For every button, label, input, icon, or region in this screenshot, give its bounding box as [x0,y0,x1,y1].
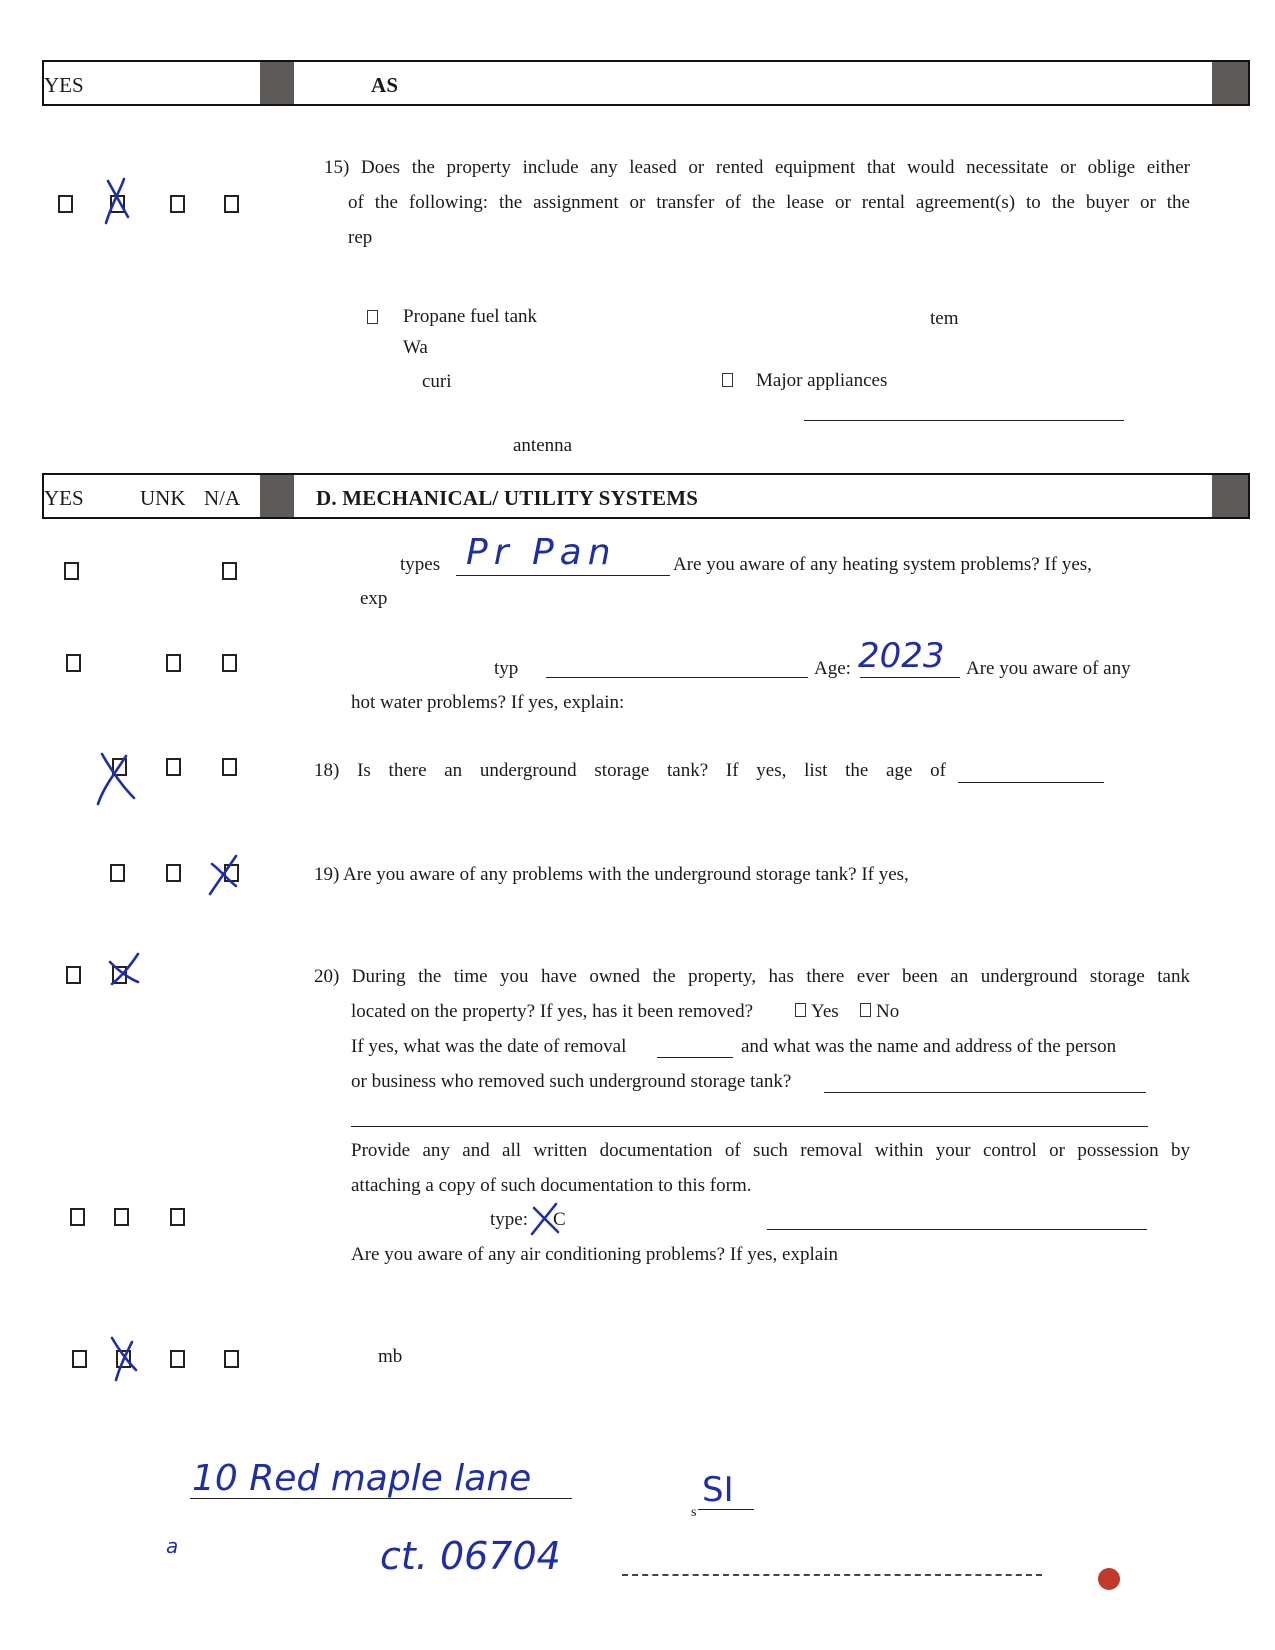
q20-line2: located on the property? If yes, has it been removed? [351,1001,754,1022]
q20-x-mark [104,952,144,992]
q20-name-line [824,1092,1146,1093]
header-shade-left [260,475,294,517]
address-line2: ct. 06704 [380,1534,561,1578]
q16-types-label: types [400,554,441,575]
q20-removed-no-label: No [876,1001,900,1022]
q22-label: mb [378,1346,403,1367]
q15-x-mark [104,177,134,227]
propane-label: Propane fuel tank [403,306,538,327]
q17-question: Are you aware of any [966,658,1131,679]
q21-yes-checkbox[interactable] [70,1208,85,1226]
q20-address-line [351,1126,1148,1127]
q16-types-line [456,575,670,576]
q20-line5: Provide any and all written documentation of such removal within your control or possession by [351,1140,1190,1161]
footer-dashes [622,1574,1042,1576]
q15-line2: of the following: the assignment or transfer of the lease or rental agreement(s) to the buyer or the [348,192,1190,213]
q20-yes-checkbox[interactable] [66,966,81,984]
major-appliances-checkbox[interactable] [722,373,733,387]
q20-removed-yes-checkbox[interactable] [795,1003,806,1017]
q22-x-mark [106,1334,142,1384]
q21-type-line [767,1229,1147,1230]
q17-unk-checkbox[interactable] [166,654,181,672]
q17-typ-label: typ [494,658,519,679]
q16-question: Are you aware of any heating system problems? If yes, [673,554,1092,575]
q17-age-line [860,677,960,678]
q17-na-checkbox[interactable] [222,654,237,672]
q21-unk-checkbox[interactable] [170,1208,185,1226]
section-title: AS [371,73,399,97]
q20-line6: attaching a copy of such documentation to this form. [351,1175,752,1196]
q22-yes-checkbox[interactable] [72,1350,87,1368]
q17-yes-checkbox[interactable] [66,654,81,672]
address-line1: 10 Red maple lane [192,1458,532,1499]
q17-typ-line [546,677,808,678]
q17-age-label: Age: [814,658,851,679]
q20-line3b: and what was the name and address of the person [741,1036,1117,1057]
q16-yes-checkbox[interactable] [64,562,79,580]
q16-na-checkbox[interactable] [222,562,237,580]
q19-x-mark [206,852,246,898]
q20-date-line [657,1057,733,1058]
q18-unk-checkbox[interactable] [166,758,181,776]
q20-removed-no-checkbox[interactable] [860,1003,871,1017]
col-unk-label: UNK [140,486,186,510]
antenna-label: antenna [513,435,573,456]
q18-text: 18) Is there an underground storage tank? If yes, list the age of [314,760,946,781]
header-shade-right [1212,62,1248,104]
q21-x-mark [530,1202,564,1238]
q19-yes-checkbox[interactable] [110,864,125,882]
other-line [804,420,1124,421]
header-shade-right [1212,475,1248,517]
section-header-mechanical [42,473,1250,519]
header-shade-left [260,62,294,104]
q22-na-checkbox[interactable] [224,1350,239,1368]
footer-mark-a: a [166,1534,179,1558]
q18-x-mark [94,752,138,808]
q18-na-checkbox[interactable] [222,758,237,776]
col-yes-label: YES [44,73,84,97]
section-header-top [42,60,1250,106]
q22-unk-checkbox[interactable] [170,1350,185,1368]
tem-label: tem [930,308,959,329]
curi-label: curi [422,371,452,392]
q19-unk-checkbox[interactable] [166,864,181,882]
q15-line1: 15) Does the property include any leased or rented equipment that would necessitate or oblige either [324,157,1190,178]
col-yes-label: YES [44,486,84,510]
q19-text: 19) Are you aware of any problems with the underground storage tank? If yes, [314,864,909,885]
major-appliances-label: Major appliances [756,370,888,391]
q17-line2: hot water problems? If yes, explain: [351,692,625,713]
q15-na-checkbox[interactable] [224,195,239,213]
q20-line3a: If yes, what was the date of removal [351,1036,627,1057]
q21-type-value: C [553,1209,566,1230]
initials: SI [702,1470,734,1510]
q16-explain: exp [360,588,388,609]
footer-logo [1098,1568,1120,1590]
q21-question: Are you aware of any air conditioning problems? If yes, explain [351,1244,838,1265]
section-title: D. MECHANICAL/ UTILITY SYSTEMS [316,486,699,510]
q15-unk-checkbox[interactable] [170,195,185,213]
q15-yes-checkbox[interactable] [58,195,73,213]
q20-removed-yes-label: Yes [811,1001,839,1022]
col-na-label: N/A [204,486,241,510]
q21-no-checkbox[interactable] [114,1208,129,1226]
q15-line3: rep [348,227,373,248]
q18-age-line [958,782,1104,783]
q21-type-label: type: [490,1209,528,1230]
q20-line4: or business who removed such underground storage tank? [351,1071,792,1092]
propane-checkbox[interactable] [367,310,378,324]
wa-label: Wa [403,337,428,358]
q16-types-value: Pr Pan [466,532,617,573]
q17-age-value: 2023 [858,636,945,676]
footer-small-s: s [691,1505,697,1520]
q20-line1: 20) During the time you have owned the property, has there ever been an underground storage tank [314,966,1190,987]
